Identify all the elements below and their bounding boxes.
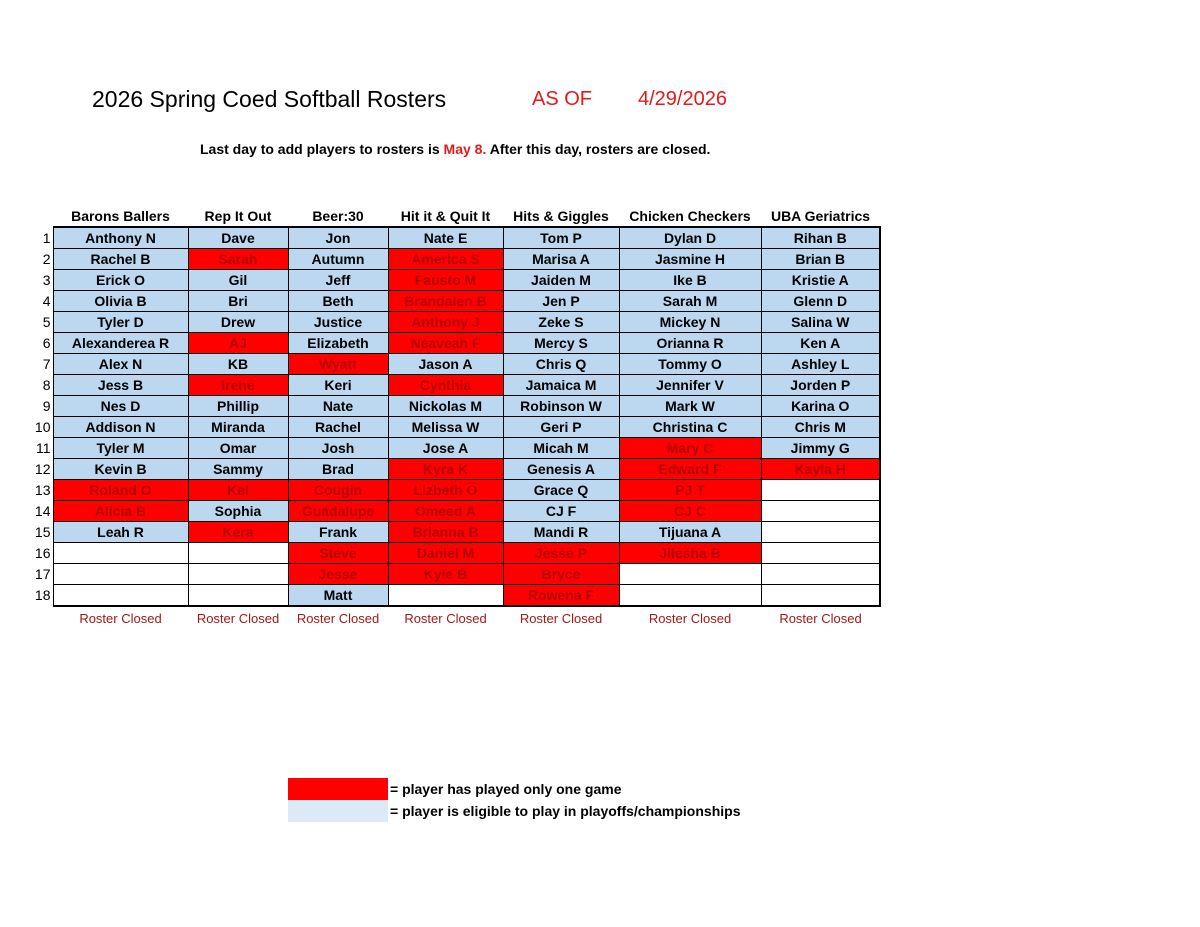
- player-cell: Addison N: [53, 417, 188, 438]
- row-number: 12: [34, 461, 51, 477]
- player-cell: Alexanderea R: [53, 333, 188, 354]
- legend-red-swatch: [288, 778, 388, 800]
- player-cell: Kevin B: [53, 459, 188, 480]
- table-row: [30, 354, 880, 375]
- player-cell: Kera: [188, 522, 288, 543]
- player-cell: Chris Q: [503, 354, 619, 375]
- roster-closed-label: Roster Closed: [519, 610, 603, 626]
- row-number: 1: [42, 229, 51, 246]
- player-cell: Glenn D: [761, 291, 880, 312]
- empty-cell: [188, 543, 288, 564]
- player-cell: Ike B: [619, 270, 761, 291]
- roster-status-row: [30, 606, 880, 629]
- table-row: [30, 291, 880, 312]
- player-cell: Alicia B: [53, 501, 188, 522]
- player-cell: Dave: [188, 227, 288, 249]
- legend-eligible-text: = player is eligible to play in playoffs/championships: [390, 803, 741, 819]
- player-cell: Tyler D: [53, 312, 188, 333]
- player-cell: Roland O: [53, 480, 188, 501]
- player-cell: Kel: [188, 480, 288, 501]
- player-cell: Mercy S: [503, 333, 619, 354]
- row-number: 2: [42, 251, 51, 267]
- empty-cell: [53, 543, 188, 564]
- player-cell: Jen P: [503, 291, 619, 312]
- player-cell: Josh: [288, 438, 388, 459]
- deadline-notice: [200, 141, 710, 157]
- player-cell: Tijuana A: [619, 522, 761, 543]
- empty-cell: [53, 564, 188, 585]
- empty-cell: [188, 564, 288, 585]
- row-number: 3: [42, 272, 51, 288]
- player-cell: Phillip: [188, 396, 288, 417]
- player-cell: Mickey N: [619, 312, 761, 333]
- row-number: 9: [42, 398, 51, 414]
- player-cell: Brianna B: [388, 522, 503, 543]
- team-header: Hits & Giggles: [513, 208, 609, 224]
- player-cell: Kyle B: [388, 564, 503, 585]
- table-row: [30, 396, 880, 417]
- empty-cell: [619, 564, 761, 585]
- player-cell: America S: [388, 249, 503, 270]
- table-row: [30, 501, 880, 522]
- player-cell: Melissa W: [388, 417, 503, 438]
- player-cell: PJ T: [619, 480, 761, 501]
- roster-closed-label: Roster Closed: [196, 610, 280, 626]
- deadline-prefix: Last day to add players to rosters is: [200, 141, 444, 157]
- player-cell: Steve: [288, 543, 388, 564]
- player-cell: Nate E: [388, 227, 503, 249]
- player-cell: Jennifer V: [619, 375, 761, 396]
- player-cell: Anthony J: [388, 312, 503, 333]
- row-number: 15: [34, 524, 51, 540]
- roster-closed-label: Roster Closed: [79, 610, 162, 626]
- table-row: [30, 585, 880, 607]
- table-row: [30, 270, 880, 291]
- player-cell: Leah R: [53, 522, 188, 543]
- player-cell: Anthony N: [53, 227, 188, 249]
- player-cell: Irene: [188, 375, 288, 396]
- as-of-label: AS OF: [532, 88, 593, 110]
- roster-closed-label: Roster Closed: [648, 610, 732, 626]
- player-cell: Jesse P: [503, 543, 619, 564]
- empty-cell: [53, 585, 188, 607]
- team-header: Chicken Checkers: [629, 208, 751, 224]
- player-cell: Jimmy G: [761, 438, 880, 459]
- player-cell: Jess B: [53, 375, 188, 396]
- row-number: 16: [34, 545, 51, 561]
- player-cell: Mark W: [619, 396, 761, 417]
- table-row: [30, 564, 880, 585]
- player-cell: Cynthia: [388, 375, 503, 396]
- player-cell: Brandalen B: [388, 291, 503, 312]
- player-cell: Autumn: [288, 249, 388, 270]
- player-cell: Guadalupe: [288, 501, 388, 522]
- roster-body: [30, 227, 880, 606]
- table-row: [30, 480, 880, 501]
- player-cell: Beth: [288, 291, 388, 312]
- empty-cell: [619, 585, 761, 607]
- team-header: UBA Geriatrics: [770, 208, 871, 224]
- player-cell: Jason A: [388, 354, 503, 375]
- player-cell: Omar: [188, 438, 288, 459]
- player-cell: KB: [188, 354, 288, 375]
- team-header-row: [30, 206, 880, 227]
- player-cell: Jon: [288, 227, 388, 249]
- table-row: [30, 417, 880, 438]
- player-cell: Grace Q: [503, 480, 619, 501]
- player-cell: Bryce: [503, 564, 619, 585]
- row-number: 7: [42, 356, 51, 372]
- roster-table: [30, 206, 881, 629]
- player-cell: CJ F: [503, 501, 619, 522]
- player-cell: Sarah: [188, 249, 288, 270]
- player-cell: Alex N: [53, 354, 188, 375]
- player-cell: AJ: [188, 333, 288, 354]
- player-cell: Erick O: [53, 270, 188, 291]
- player-cell: Jeff: [288, 270, 388, 291]
- empty-cell: [188, 585, 288, 607]
- empty-cell: [761, 543, 880, 564]
- deadline-date: May 8.: [443, 141, 487, 157]
- player-cell: Rihan B: [761, 227, 880, 249]
- player-cell: CJ C: [619, 501, 761, 522]
- player-cell: Olivia B: [53, 291, 188, 312]
- table-row: [30, 249, 880, 270]
- player-cell: Sammy: [188, 459, 288, 480]
- row-number-header: [30, 206, 53, 227]
- as-of-date: 4/29/2026: [638, 88, 727, 110]
- player-cell: Rachel: [288, 417, 388, 438]
- player-cell: Orianna R: [619, 333, 761, 354]
- table-row: [30, 333, 880, 354]
- player-cell: Edward F: [619, 459, 761, 480]
- player-cell: Mary C: [619, 438, 761, 459]
- player-cell: Micah M: [503, 438, 619, 459]
- team-header: Hit it & Quit It: [400, 208, 491, 224]
- player-cell: Gil: [188, 270, 288, 291]
- roster-closed-label: Roster Closed: [296, 610, 380, 626]
- player-cell: Wyatt: [288, 354, 388, 375]
- row-number: 17: [34, 566, 51, 582]
- player-cell: Robinson W: [503, 396, 619, 417]
- team-header: Barons Ballers: [71, 208, 170, 224]
- player-cell: Miranda: [188, 417, 288, 438]
- player-cell: Marisa A: [503, 249, 619, 270]
- player-cell: Kayla H: [761, 459, 880, 480]
- player-cell: Sarah M: [619, 291, 761, 312]
- player-cell: Matt: [288, 585, 388, 607]
- empty-cell: [761, 480, 880, 501]
- row-number: 4: [42, 293, 51, 309]
- player-cell: Mandi R: [503, 522, 619, 543]
- player-cell: Jilesha B: [619, 543, 761, 564]
- player-cell: Kyra K: [388, 459, 503, 480]
- empty-cell: [761, 564, 880, 585]
- page-title: 2026 Spring Coed Softball Rosters: [92, 86, 447, 112]
- row-number: 14: [34, 503, 51, 519]
- player-cell: Tyler M: [53, 438, 188, 459]
- player-cell: Kristie A: [761, 270, 880, 291]
- player-cell: Jorden P: [761, 375, 880, 396]
- team-header: Beer:30: [312, 208, 364, 224]
- table-row: [30, 438, 880, 459]
- player-cell: Brian B: [761, 249, 880, 270]
- footer-spacer: [30, 606, 53, 629]
- player-cell: Christina C: [619, 417, 761, 438]
- row-number: 18: [34, 587, 51, 604]
- player-cell: Daniel M: [388, 543, 503, 564]
- player-cell: Keri: [288, 375, 388, 396]
- player-cell: Nate: [288, 396, 388, 417]
- player-cell: Justice: [288, 312, 388, 333]
- row-number: 5: [42, 314, 51, 330]
- player-cell: Ken A: [761, 333, 880, 354]
- player-cell: Jaiden M: [503, 270, 619, 291]
- player-cell: Elizabeth: [288, 333, 388, 354]
- table-row: [30, 375, 880, 396]
- player-cell: Tommy O: [619, 354, 761, 375]
- player-cell: Neaveah F: [388, 333, 503, 354]
- row-number: 8: [42, 377, 51, 393]
- player-cell: Jasmine H: [619, 249, 761, 270]
- empty-cell: [761, 501, 880, 522]
- player-cell: Genesis A: [503, 459, 619, 480]
- player-cell: Rachel B: [53, 249, 188, 270]
- player-cell: Sophia: [188, 501, 288, 522]
- table-row: [30, 543, 880, 564]
- player-cell: Omeed A: [388, 501, 503, 522]
- legend-blue-swatch: [288, 800, 388, 822]
- player-cell: Jose A: [388, 438, 503, 459]
- player-cell: Rowena F: [503, 585, 619, 607]
- table-row: [30, 227, 880, 249]
- player-cell: Dylan D: [619, 227, 761, 249]
- player-cell: Nes D: [53, 396, 188, 417]
- row-number: 11: [35, 440, 51, 456]
- empty-cell: [388, 585, 503, 607]
- team-header: Rep It Out: [204, 208, 272, 224]
- player-cell: Lizbeth O: [388, 480, 503, 501]
- player-cell: Nickolas M: [388, 396, 503, 417]
- player-cell: Chris M: [761, 417, 880, 438]
- player-cell: Ashley L: [761, 354, 880, 375]
- player-cell: Salina W: [761, 312, 880, 333]
- player-cell: Bri: [188, 291, 288, 312]
- player-cell: Brad: [288, 459, 388, 480]
- player-cell: Frank: [288, 522, 388, 543]
- player-cell: Tom P: [503, 227, 619, 249]
- player-cell: Jamaica M: [503, 375, 619, 396]
- player-cell: Jesse: [288, 564, 388, 585]
- row-number: 13: [34, 482, 51, 498]
- player-cell: Cougin: [288, 480, 388, 501]
- deadline-suffix: After this day, rosters are closed.: [486, 141, 711, 157]
- player-cell: Karina O: [761, 396, 880, 417]
- table-row: [30, 312, 880, 333]
- table-row: [30, 459, 880, 480]
- roster-closed-label: Roster Closed: [404, 610, 487, 626]
- table-row: [30, 522, 880, 543]
- player-cell: Zeke S: [503, 312, 619, 333]
- player-cell: Geri P: [503, 417, 619, 438]
- row-number: 10: [34, 419, 51, 435]
- legend-one-game-text: = player has played only one game: [390, 781, 622, 797]
- empty-cell: [761, 585, 880, 607]
- roster-closed-label: Roster Closed: [779, 610, 862, 626]
- empty-cell: [761, 522, 880, 543]
- player-cell: Fausto M: [388, 270, 503, 291]
- row-number: 6: [42, 335, 51, 351]
- player-cell: Drew: [188, 312, 288, 333]
